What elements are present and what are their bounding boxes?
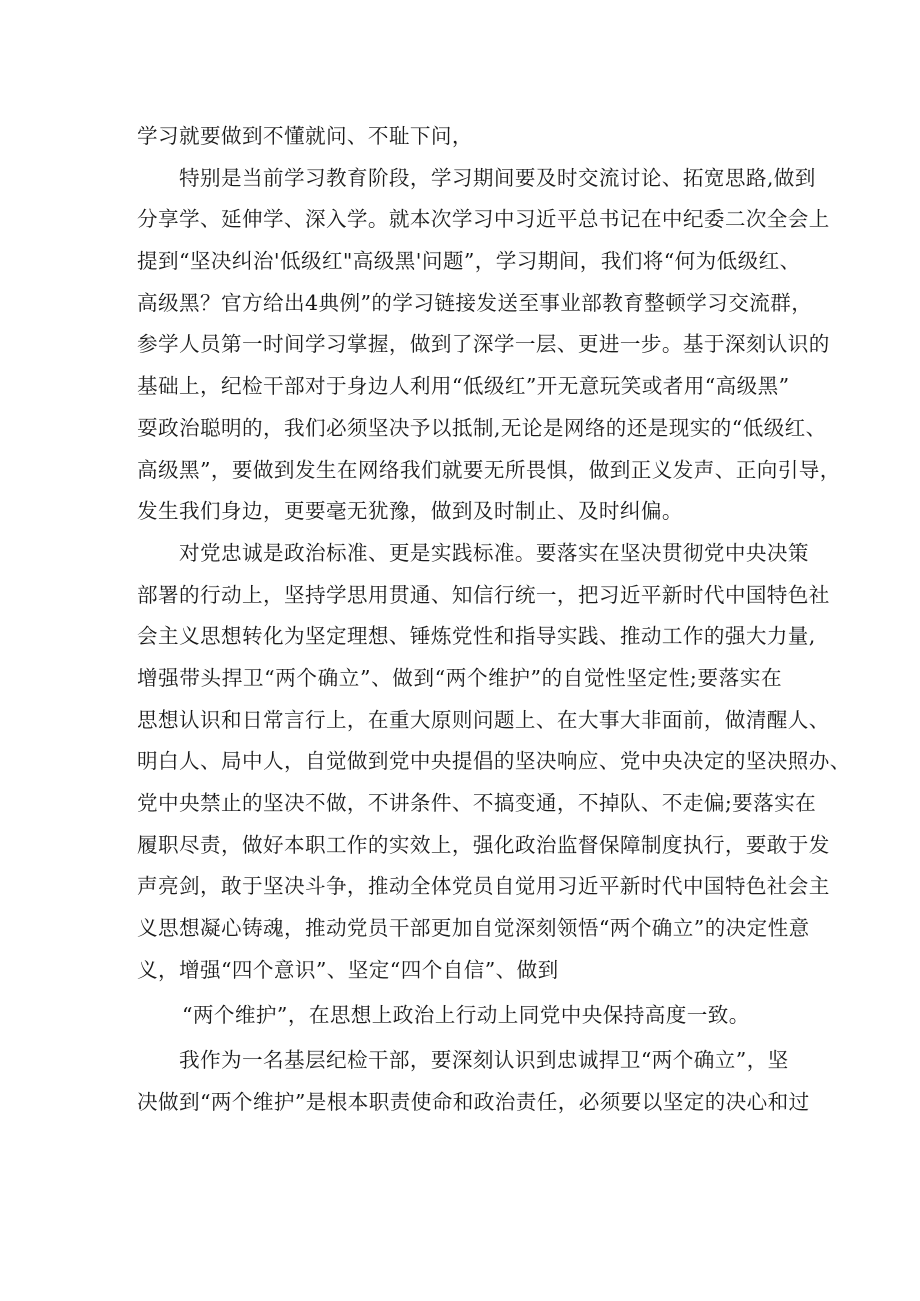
text-line-10 xyxy=(0,497,920,525)
text-line-24 xyxy=(0,1088,920,1116)
text-line-5 xyxy=(0,289,920,317)
text-line-21 xyxy=(0,956,920,984)
text-line-1 xyxy=(0,122,920,150)
text-line-16-content: 明白人、局中人，自觉做到党中央提倡的坚决响应、党中央决定的坚决照办、 xyxy=(137,749,851,773)
text-line-16 xyxy=(0,747,920,775)
text-line-6-content: 参学人员第一时间学习掌握，做到了深学一层、更进一步。基于深刻认识的 xyxy=(137,332,830,356)
text-line-20 xyxy=(0,914,920,942)
text-line-7-content: 基础上，纪检干部对于身边人利用“低级红”开无意玩笑或者用“高级黑” xyxy=(137,374,790,398)
text-line-14 xyxy=(0,664,920,692)
text-line-13-content: 会主义思想转化为坚定理想、锤炼党性和指导实践、推动工作的强大力量, xyxy=(137,624,816,648)
text-line-7 xyxy=(0,372,920,400)
text-line-18-content: 履职尽责，做好本职工作的实效上，强化政治监督保障制度执行，要敢于发 xyxy=(137,833,830,857)
text-line-14-content: 增强带头捍卫“两个确立”、做到“两个维护”的自觉性坚定性;要落实在 xyxy=(137,666,782,690)
text-line-6 xyxy=(0,330,920,358)
text-line-8-content: 耍政治聪明的，我们必须坚决予以抵制,无论是网络的还是现实的“低级红、 xyxy=(137,416,827,440)
text-line-9-content: 高级黑”，要做到发生在网络我们就要无所畏惧，做到正义发声、正向引导， xyxy=(137,458,841,482)
text-line-3-content: 分享学、延伸学、深入学。就本次学习中习近平总书记在中纪委二次全会上 xyxy=(137,207,830,231)
text-line-23-content: 我作为一名基层纪检干部，要深刻认识到忠诚捍卫“两个确立”，坚 xyxy=(179,1048,789,1072)
text-line-2 xyxy=(0,164,920,192)
text-line-22-content: “两个维护”，在思想上政治上行动上同党中央保持高度一致。 xyxy=(182,1003,750,1027)
text-line-10-content: 发生我们身边，更要毫无犹豫，做到及时制止、及时纠偏。 xyxy=(137,499,683,523)
text-line-20-content: 义思想凝心铸魂，推动党员干部更加自觉深刻领悟“两个确立”的决定性意 xyxy=(137,916,810,940)
text-line-1-content: 学习就要做到不懂就问、不耻下问， xyxy=(137,124,473,148)
text-line-23 xyxy=(0,1046,920,1074)
text-line-13 xyxy=(0,622,920,650)
text-line-4 xyxy=(0,247,920,275)
text-line-3 xyxy=(0,205,920,233)
text-line-19-content: 声亮剑，敢于坚决斗争，推动全体党员自觉用习近平新时代中国特色社会主 xyxy=(137,874,830,898)
text-line-15 xyxy=(0,706,920,734)
text-line-12 xyxy=(0,581,920,609)
text-line-9 xyxy=(0,456,920,484)
text-line-15-content: 思想认识和日常言行上，在重大原则问题上、在大事大非面前，做清醒人、 xyxy=(137,708,830,732)
text-line-4-content: 提到“坚决纠治'低级红"高级黑'问题”，学习期间，我们将“何为低级红、 xyxy=(137,249,801,273)
text-line-22 xyxy=(0,1001,920,1029)
text-line-11-content: 对党忠诚是政治标准、更是实践标准。要落实在坚决贯彻党中央决策 xyxy=(179,541,809,565)
text-line-21-content: 义，增强“四个意识”、坚定“四个自信”、做到 xyxy=(137,958,559,982)
text-line-24-content: 决做到“两个维护”是根本职责使命和政治责任，必须要以坚定的决心和过 xyxy=(137,1090,810,1114)
text-line-11 xyxy=(0,539,920,567)
text-line-12-content: 部署的行动上，坚持学思用贯通、知信行统一，把习近平新时代中国特色社 xyxy=(137,583,830,607)
text-line-18 xyxy=(0,831,920,859)
text-line-17-content: 党中央禁止的坚决不做，不讲条件、不搞变通，不掉队、不走偏;要落实在 xyxy=(137,791,817,815)
text-line-5-content: 高级黑？官方给出4典例”的学习链接发送至事业部教育整顿学习交流群， xyxy=(137,291,813,315)
text-line-19 xyxy=(0,872,920,900)
text-line-17 xyxy=(0,789,920,817)
text-line-8 xyxy=(0,414,920,442)
text-line-2-content: 特别是当前学习教育阶段，学习期间要及时交流讨论、拓宽思路,做到 xyxy=(179,166,816,190)
